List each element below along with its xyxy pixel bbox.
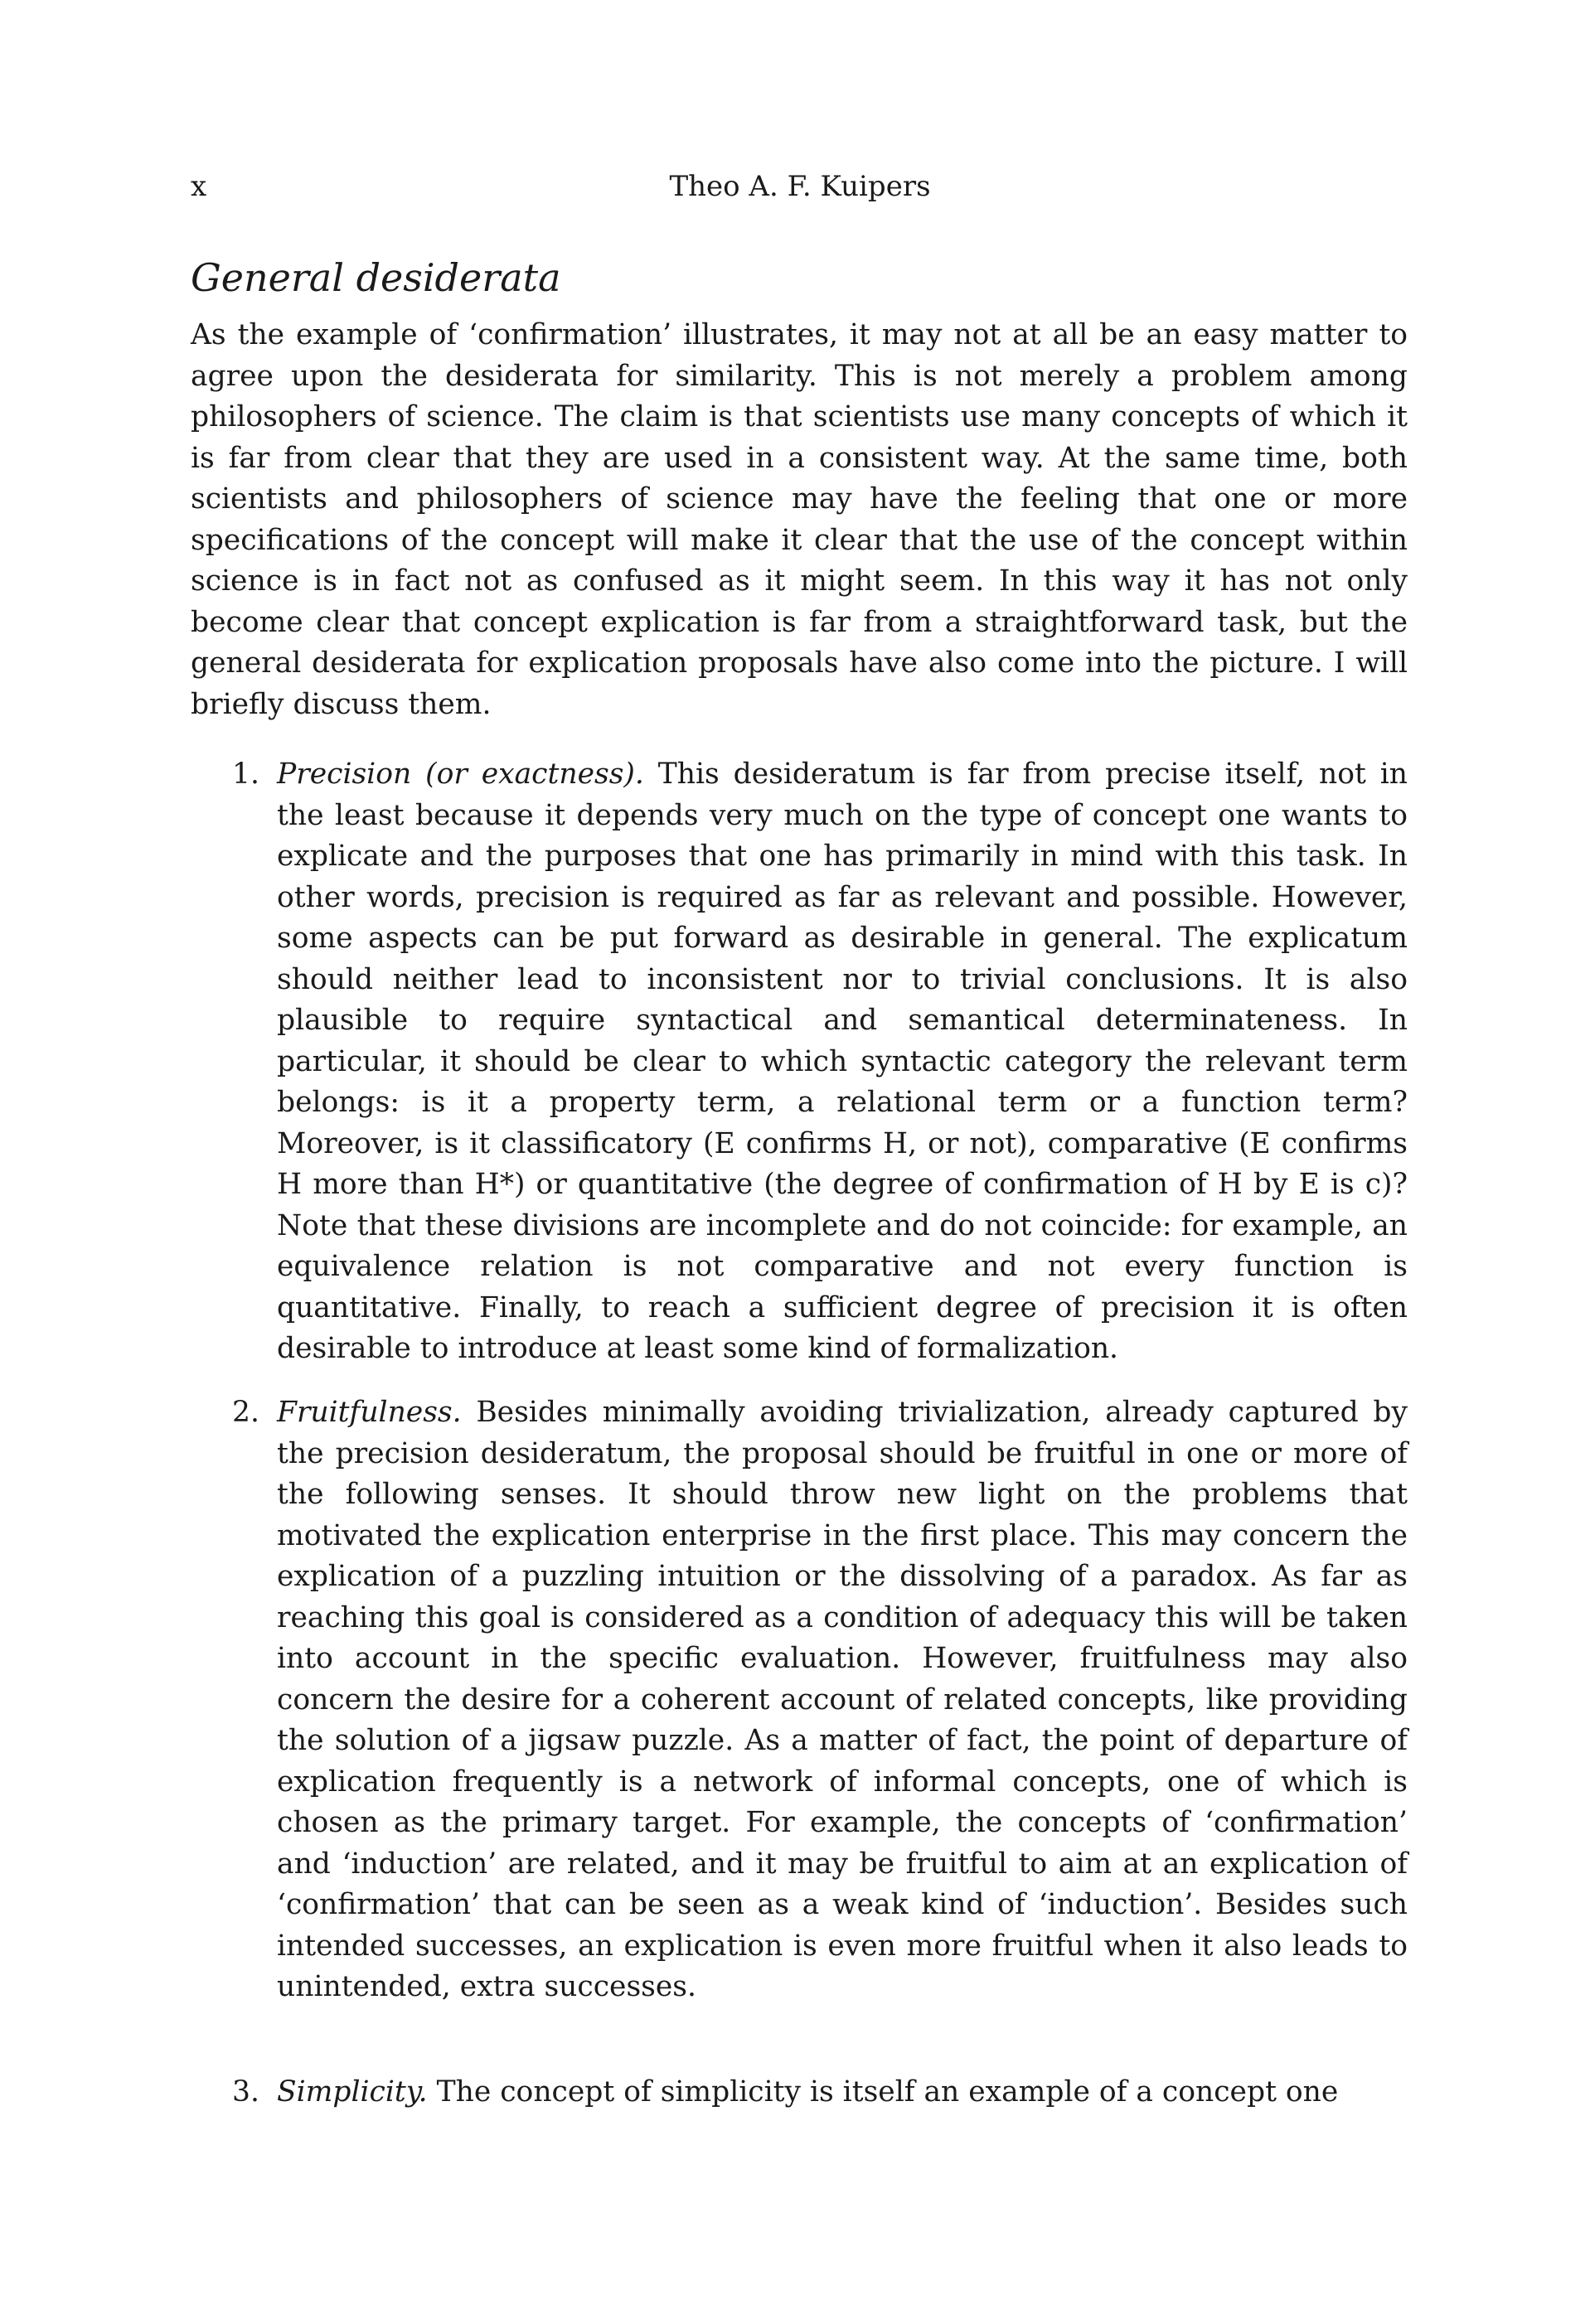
item-text: This desideratum is far from precise itself, not in the least because it depends very much on the type of concept one wants to explicate and the purposes that one has primarily in mind with this task. In other words, precision is required as far as relevant and possible. However, some aspects can be put forward as desirable in general. The explicatum should neither lead to inconsistent nor to trivial conclusions. It is also plausible to require syntactical and semantical determinateness. In particular, it should be clear to which syntactic category the relevant term belongs: is it a property term, a relational term or a function term? Moreover, is it classificatory (E confirms H, or not), comparative (E confirms H more than H*) or quantitative (the degree of confirmation of H by E is c)? Note that these divisions are incomplete and do not coincide: for example, an equivalence relation is not comparative and not every function is quantitative. Finally, to reach a sufficient degree of precision it is often desirable to introduce at least some kind of formalization. <box>277 758 1408 1365</box>
desideratum-list-item-2 <box>191 1392 1408 2008</box>
item-number: 3. <box>232 2075 259 2109</box>
item-number: 2. <box>232 1396 259 1429</box>
item-number: 1. <box>232 758 259 791</box>
list-item <box>191 1392 1408 2008</box>
item-term: Precision (or exactness). <box>277 758 644 791</box>
desideratum-list-item-3 <box>191 2072 1408 2113</box>
section-title: General desiderata <box>191 255 561 300</box>
running-head: Theo A. F. Kuipers <box>669 170 931 203</box>
list-item <box>191 2072 1408 2113</box>
item-text: The concept of simplicity is itself an example of a concept one <box>427 2075 1339 2109</box>
item-term: Fruitfulness. <box>277 1396 462 1429</box>
page-header <box>191 166 1409 207</box>
desideratum-list-item-1 <box>191 754 1408 1370</box>
list-item <box>191 754 1408 1370</box>
page-number: x <box>191 170 207 203</box>
item-term: Simplicity. <box>277 2075 428 2109</box>
item-text: Besides minimally avoiding trivialization, already captured by the precision desideratum, the proposal should be fruitful in one or more of the following senses. It should throw new light on the problems that motivated the explication enterprise in the first place. This may concern the explication of a puzzling intuition or the dissolving of a paradox. As far as reaching this goal is considered as a condition of adequacy this will be taken into account in the specific evaluation. However, fruitfulness may also concern the desire for a coherent account of related concepts, like providing the solution of a jigsaw puzzle. As a matter of fact, the point of departure of explication frequently is a network of informal concepts, one of which is chosen as the primary target. For example, the concepts of ‘confirmation’ and ‘induction’ are related, and it may be fruitful to aim at an explication of ‘confirmation’ that can be seen as a weak kind of ‘induction’. Besides such intended successes, an explication is even more fruitful when it also leads to unintended, extra successes. <box>277 1396 1408 2003</box>
intro-paragraph: As the example of ‘confirmation’ illustrates, it may not at all be an easy matter to agree upon the desiderata for similarity. This is not merely a problem among philosophers of science. The claim is that scientists use many concepts of which it is far from clear that they are used in a consistent way. At the same time, both scientists and philosophers of science may have the feeling that one or more specifications of the concept will make it clear that the use of the concept within science is in fact not as confused as it might seem. In this way it has not only become clear that concept explication is far from a straightforward task, but the general desiderata for explication proposals have also come into the picture. I will briefly discuss them. <box>191 318 1408 721</box>
